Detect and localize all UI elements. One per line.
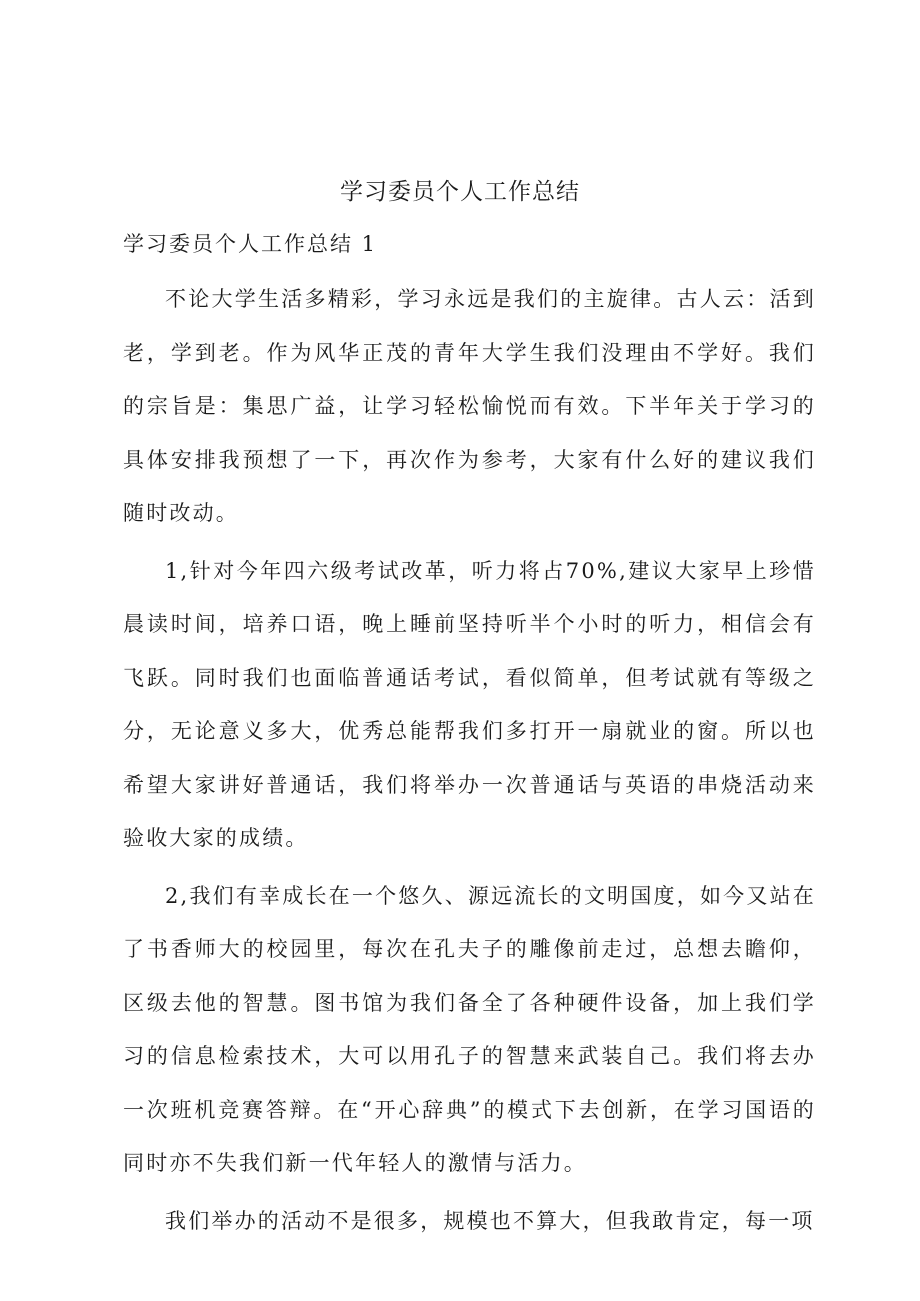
paragraph-item-2: 2,我们有幸成长在一个悠久、源远流长的文明国度，如今又站在了书香师大的校园里，每次在孔夫子的雕像前走过，总想去瞻仰，区级去他的智慧。图书馆为我们备全了各种硬件设备，加上我们学习的信息检索技术，大可以用孔子的智慧来武装自己。我们将去办一次班机竞赛答辩。在“开心辞典”的模式下去创新，在学习国语的同时亦不失我们新一代年轻人的激情与活力。 bbox=[123, 883, 816, 1175]
document-subtitle: 学习委员个人工作总结 1 bbox=[123, 232, 378, 256]
paragraph-item-1: 1,针对今年四六级考试改革，听力将占70%,建议大家早上珍惜晨读时间，培养口语，晚上睡前坚持听半个小时的听力，相信会有飞跃。同时我们也面临普通话考试，看似简单，但考试就有等级之分，无论意义多大，优秀总能帮我们多打开一扇就业的窗。所以也希望大家讲好普通话，我们将举办一次普通话与英语的串烧活动来验收大家的成绩。 bbox=[123, 558, 816, 850]
document-title: 学习委员个人工作总结 bbox=[340, 179, 580, 205]
paragraph-closing: 我们举办的活动不是很多，规模也不算大，但我敢肯定，每一项 bbox=[165, 1208, 815, 1233]
document-body bbox=[123, 273, 816, 1252]
paragraph-intro: 不论大学生活多精彩，学习永远是我们的主旋律。古人云：活到老，学到老。作为风华正茂的青年大学生我们没理由不学好。我们的宗旨是：集思广益，让学习轻松愉悦而有效。下半年关于学习的具体安排我预想了一下，再次作为参考，大家有什么好的建议我们随时改动。 bbox=[123, 287, 816, 525]
